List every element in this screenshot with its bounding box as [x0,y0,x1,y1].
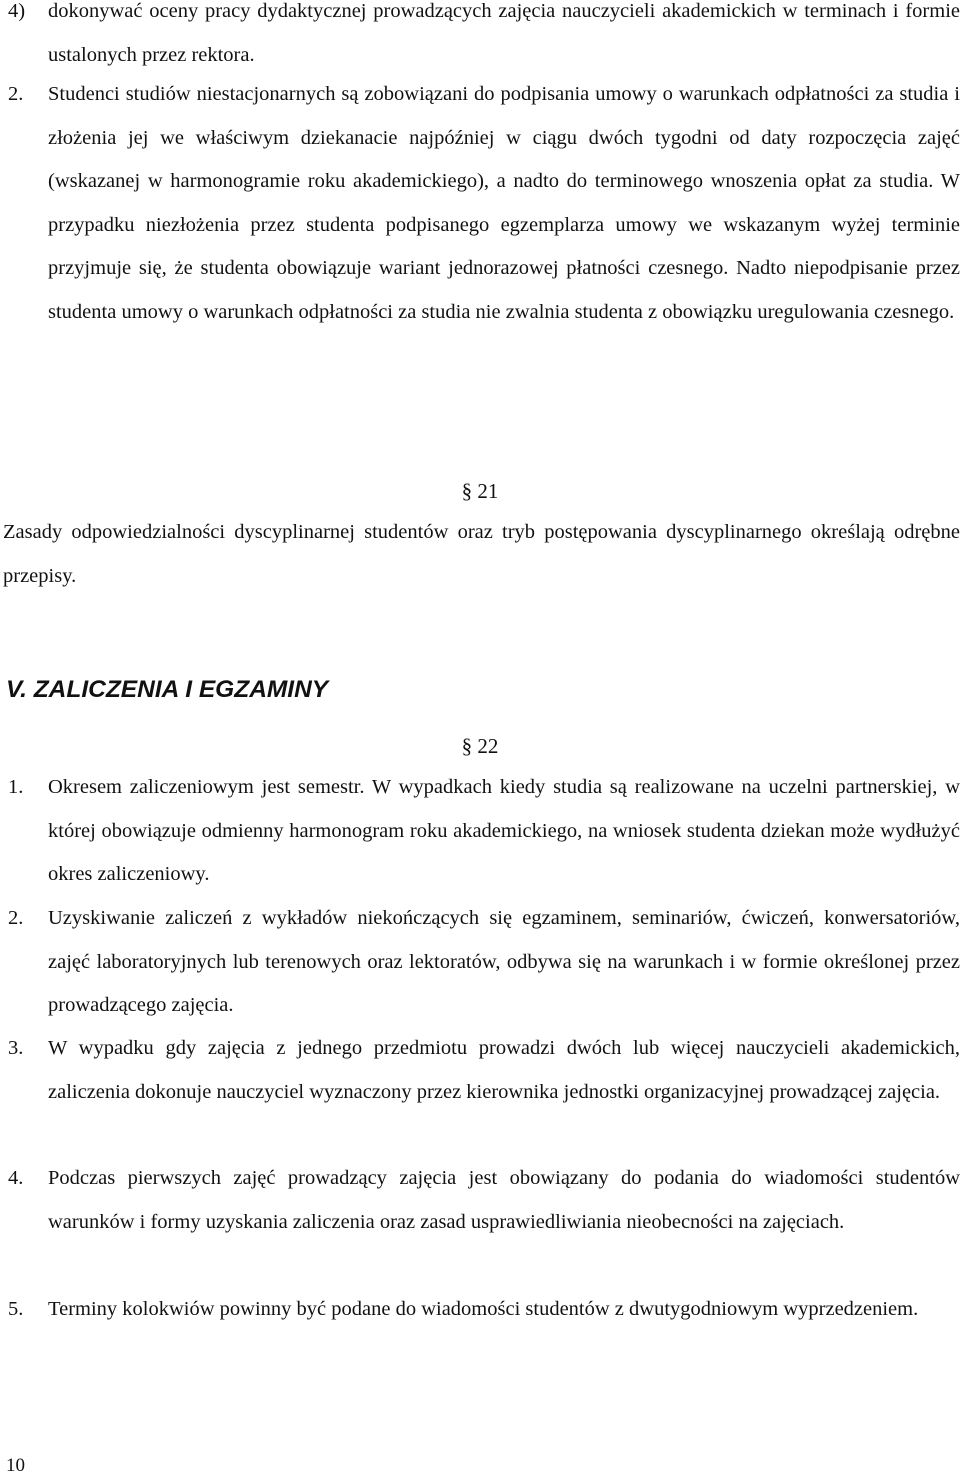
list-item-text: Uzyskiwanie zaliczeń z wykładów niekończących się egzaminem, seminariów, ćwiczeń, konwersatoriów, zajęć laboratoryjnych lub terenowych oraz lektoratów, odbywa się na warunkach i w formie określonej przez prowadzącego zajęcia. [48,907,960,1016]
list-item-text: W wypadku gdy zajęcia z jednego przedmiotu prowadzi dwóch lub więcej nauczycieli akademickich, zaliczenia dokonuje nauczyciel wyznaczony przez kierownika jednostki organizacyjnej prowadzącej zajęcia. [48,1037,960,1103]
section-22-item-3 [8,1027,960,1114]
list-item-text: Terminy kolokwiów powinny być podane do wiadomości studentów z dwutygodniowym wyprzedzeniem. [48,1298,919,1320]
list-item-4 [8,0,960,77]
list-item-number: 2. [8,907,24,929]
section-22-item-5 [8,1288,960,1332]
list-item-text: dokonywać oceny pracy dydaktycznej prowadzących zajęcia nauczycieli akademickich w terminach i formie ustalonych przez rektora. [48,0,960,66]
list-item-2 [8,73,960,334]
list-item-number: 4. [8,1167,24,1189]
section-22-label: § 22 [461,734,499,758]
section-21-label: § 21 [461,479,499,503]
list-item-number: 5. [8,1298,24,1320]
list-item-text: Okresem zaliczeniowym jest semestr. W wypadkach kiedy studia są realizowane na uczelni partnerskiej, w której obowiązuje odmienny harmonogram roku akademickiego, na wniosek studenta dziekan może wydłużyć okres zaliczeniowy. [48,776,960,885]
section-22-item-2 [8,897,960,1028]
list-item-text: Studenci studiów niestacjonarnych są zobowiązani do podpisania umowy o warunkach odpłatności za studia i złożenia jej we właściwym dziekanacie najpóźniej w ciągu dwóch tygodni od daty rozpoczęcia zajęć (wskazanej w harmonogramie roku akademickiego), a nadto do terminowego wnoszenia opłat za studia. W przypadku niezłożenia przez studenta podpisanego egzemplarza umowy we wskazanym wyżej terminie przyjmuje się, że studenta obowiązuje wariant jednorazowej płatności czesnego. Nadto niepodpisanie przez studenta umowy o warunkach odpłatności za studia nie zwalnia studenta z obowiązku uregulowania czesnego. [48,83,960,323]
section-21-text: Zasady odpowiedzialności dyscyplinarnej studentów oraz tryb postępowania dyscyplinarnego określają odrębne przepisy. [3,521,960,587]
section-22-item-4 [8,1157,960,1244]
list-item-number: 4) [8,0,26,22]
page-number: 10 [6,1455,25,1476]
list-item-text: Podczas pierwszych zajęć prowadzący zajęcia jest obowiązany do podania do wiadomości studentów warunków i formy uzyskania zaliczenia oraz zasad usprawiedliwiania nieobecności na zajęciach. [48,1167,960,1233]
chapter-heading: V. ZALICZENIA I EGZAMINY [6,676,329,703]
list-item-number: 3. [8,1037,24,1059]
list-item-number: 2. [8,83,24,105]
section-22-item-1 [8,766,960,897]
list-item-number: 1. [8,776,24,798]
